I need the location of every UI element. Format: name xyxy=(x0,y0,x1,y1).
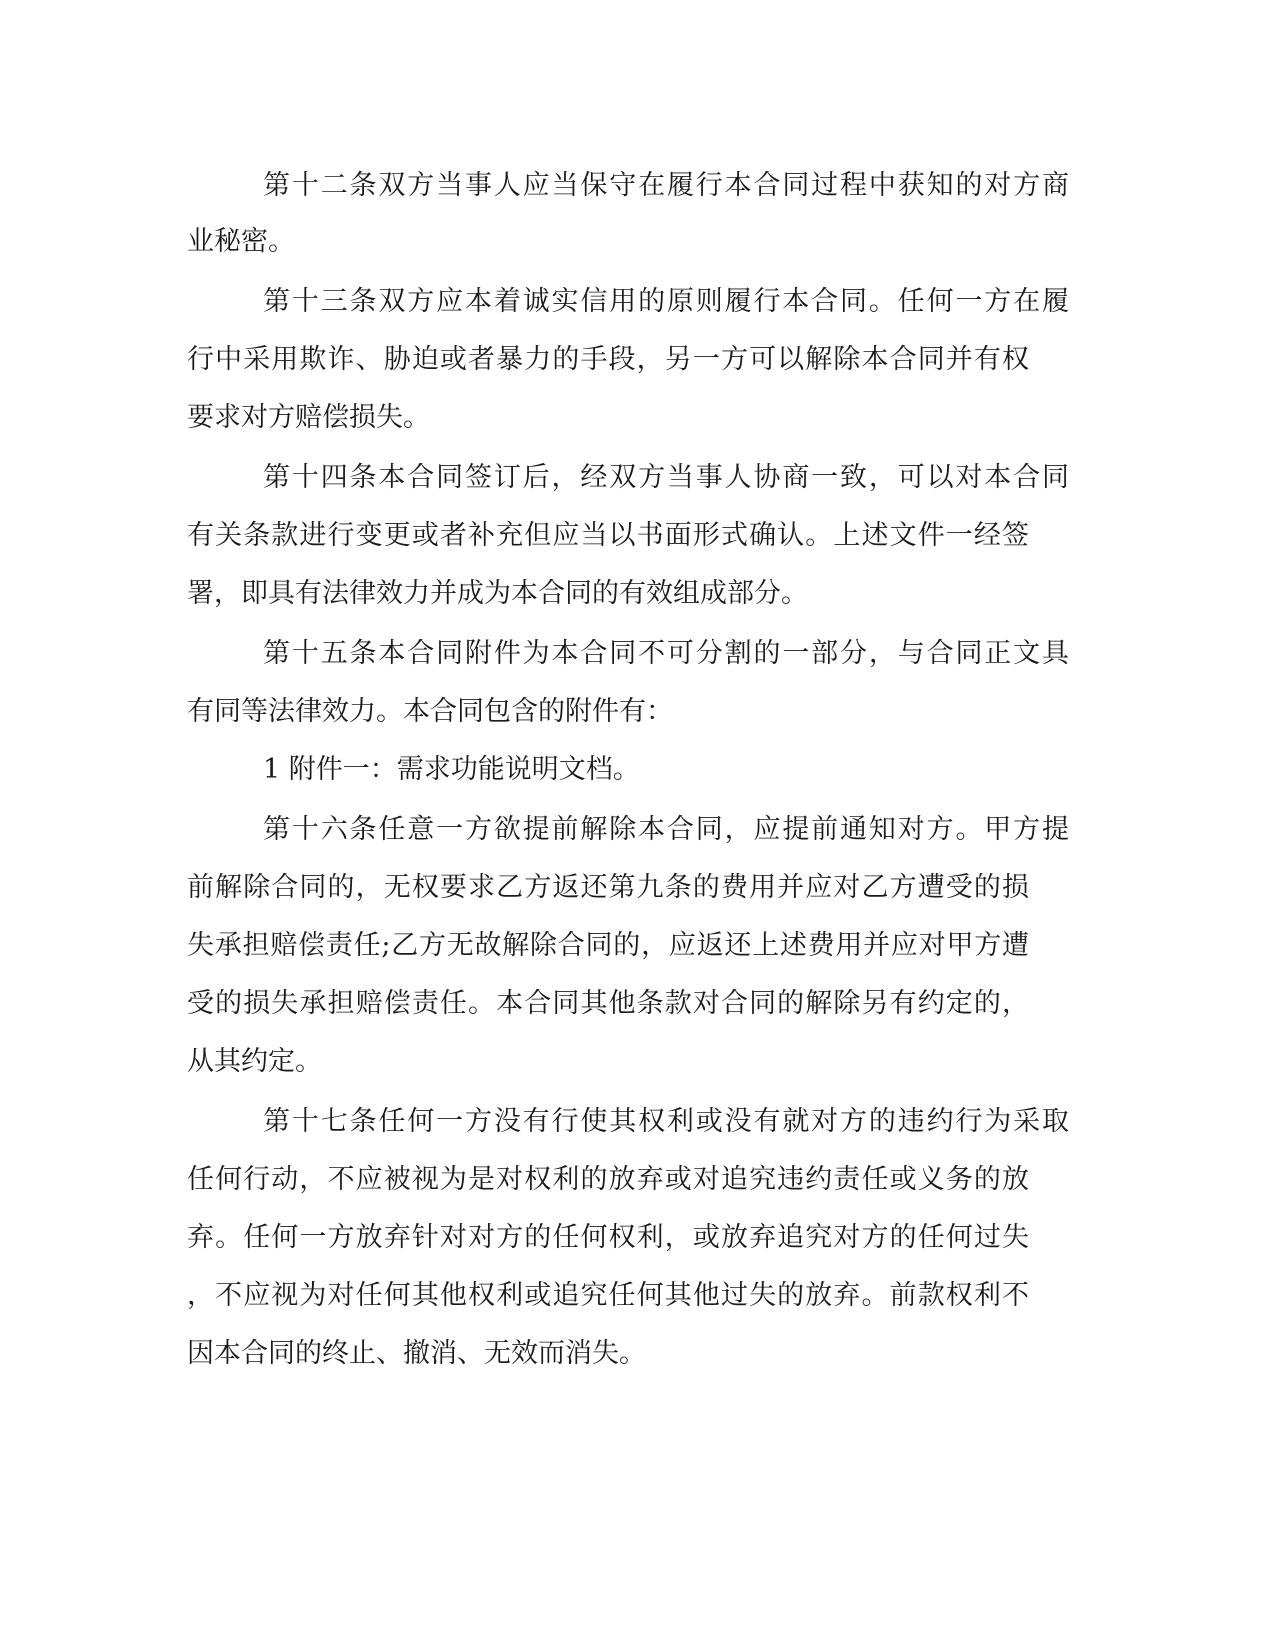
text-line: 第十三条双方应本着诚实信用的原则履行本合同。任何一方在履 xyxy=(263,286,1069,317)
text-line: 有关条款进行变更或者补充但应当以书面形式确认。上述文件一经签 xyxy=(187,520,1029,551)
text-line: 有同等法律效力。本合同包含的附件有： xyxy=(187,696,673,727)
text-line: 1 附件一：需求功能说明文档。 xyxy=(263,754,640,785)
text-line: 前解除合同的，无权要求乙方返还第九条的费用并应对乙方遭受的损 xyxy=(187,872,1029,903)
text-line: 署，即具有法律效力并成为本合同的有效组成部分。 xyxy=(187,578,808,609)
text-line: 受的损失承担赔偿责任。本合同其他条款对合同的解除另有约定的， xyxy=(187,988,1029,1019)
text-line: 弃。任何一方放弃针对对方的任何权利，或放弃追究对方的任何过失 xyxy=(187,1222,1029,1253)
text-line: 第十四条本合同签订后，经双方当事人协商一致，可以对本合同 xyxy=(263,462,1069,493)
text-line: 业秘密。 xyxy=(187,226,295,257)
text-line: 第十六条任意一方欲提前解除本合同，应提前通知对方。甲方提 xyxy=(263,814,1069,845)
text-line: 第十二条双方当事人应当保守在履行本合同过程中获知的对方商 xyxy=(263,170,1069,201)
text-line: 行中采用欺诈、胁迫或者暴力的手段，另一方可以解除本合同并有权 xyxy=(187,344,1029,375)
text-line: 第十五条本合同附件为本合同不可分割的一部分，与合同正文具 xyxy=(263,638,1069,669)
text-line: ，不应视为对任何其他权利或追究任何其他过失的放弃。前款权利不 xyxy=(187,1280,1029,1311)
text-line: 失承担赔偿责任;乙方无故解除合同的，应返还上述费用并应对甲方遭 xyxy=(187,930,1029,961)
text-line: 因本合同的终止、撤消、无效而消失。 xyxy=(187,1338,646,1369)
text-line: 第十七条任何一方没有行使其权利或没有就对方的违约行为采取 xyxy=(263,1106,1069,1137)
text-line: 任何行动，不应被视为是对权利的放弃或对追究违约责任或义务的放 xyxy=(187,1164,1029,1195)
text-line: 从其约定。 xyxy=(187,1046,322,1077)
text-line: 要求对方赔偿损失。 xyxy=(187,402,430,433)
